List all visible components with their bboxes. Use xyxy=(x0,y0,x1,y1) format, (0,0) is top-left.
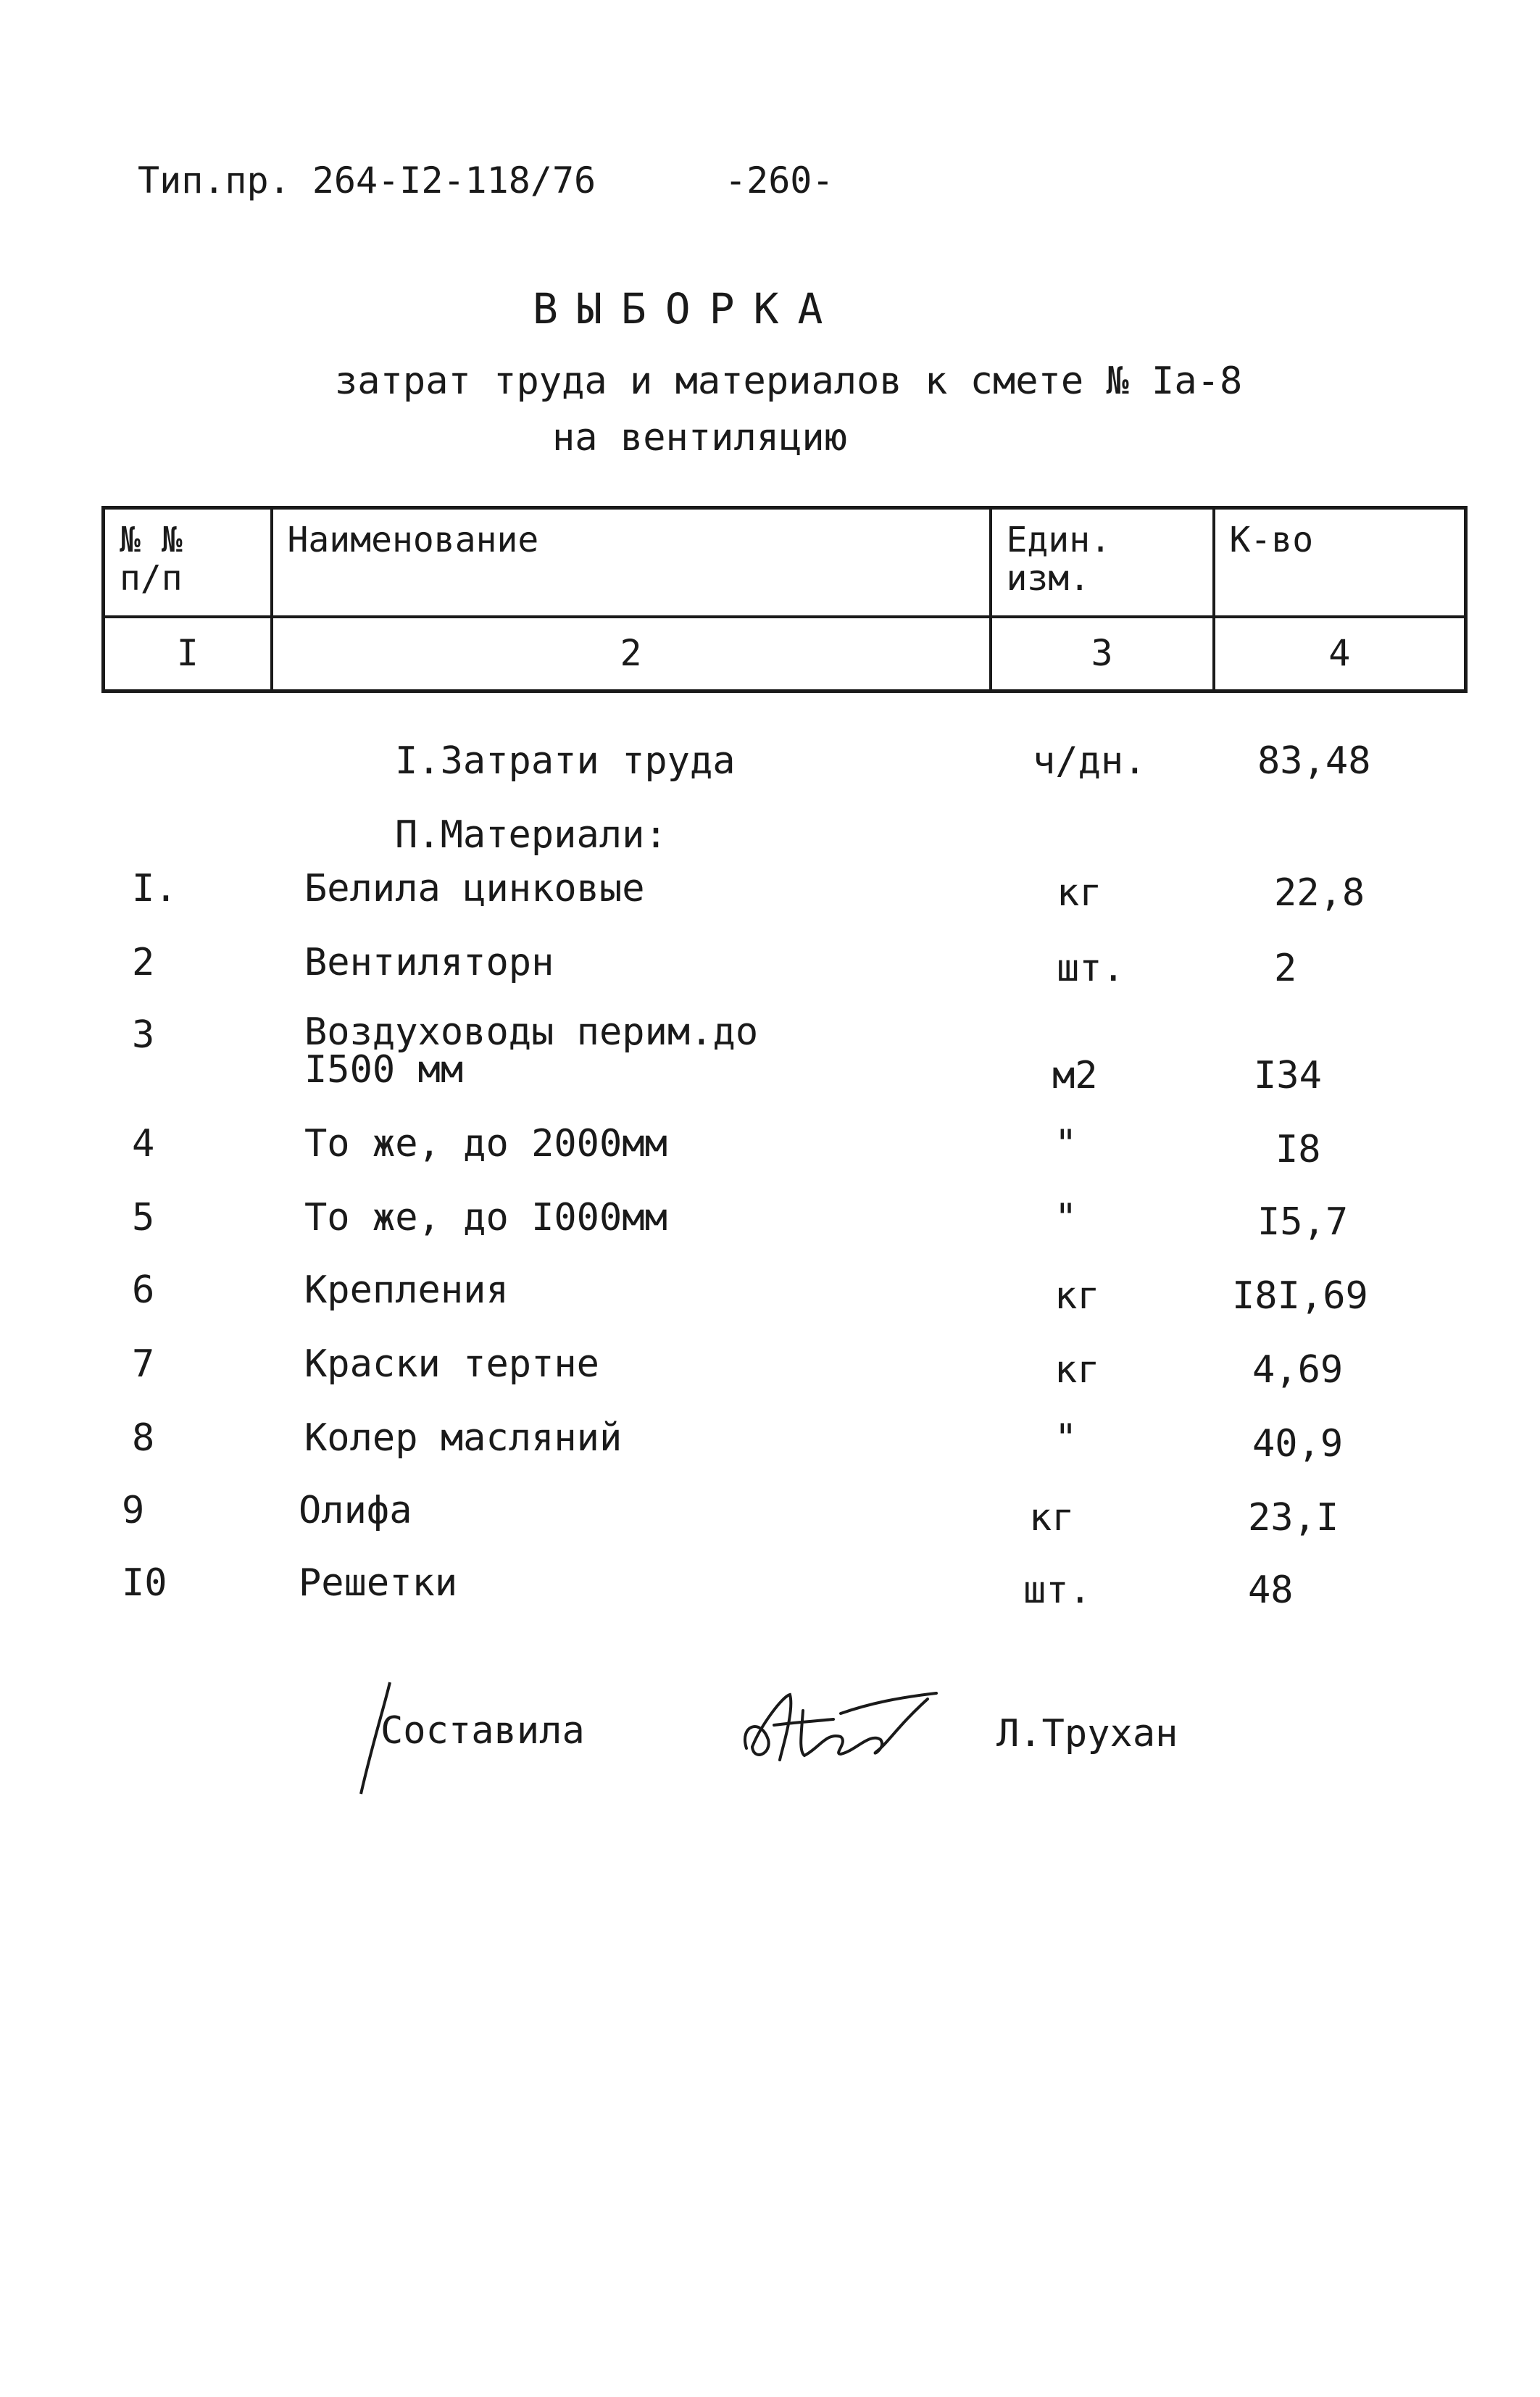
row-qty: I34 xyxy=(1254,1054,1322,1097)
labor-unit: ч/дн. xyxy=(1033,739,1146,783)
document-subtitle-line1: затрат труда и материалов к смете № Iа-8 xyxy=(335,360,1243,403)
labor-qty: 83,48 xyxy=(1257,739,1371,783)
col-header-qty xyxy=(1214,508,1466,617)
col-header-name xyxy=(272,508,991,617)
row-name: Воздуховоды перим.до I500 мм xyxy=(304,1010,759,1092)
row-qty: 48 xyxy=(1248,1569,1294,1612)
col-header-unit-text: Един. изм. xyxy=(1006,520,1111,599)
row-unit: м2 xyxy=(1052,1054,1098,1097)
row-unit: " xyxy=(1054,1122,1078,1166)
col-header-number xyxy=(104,508,272,617)
row-unit: " xyxy=(1054,1416,1078,1460)
col-header-name-text: Наименование xyxy=(287,520,539,560)
row-name: Решетки xyxy=(299,1561,458,1605)
compiled-by-label: Составила xyxy=(380,1709,585,1753)
row-qty: 2 xyxy=(1274,947,1297,990)
row-unit: кг xyxy=(1054,1274,1100,1318)
row-number: 8 xyxy=(132,1416,155,1460)
row-qty: 22,8 xyxy=(1274,871,1365,915)
row-unit: шт. xyxy=(1023,1569,1091,1612)
document-title: ВЫБОРКА xyxy=(533,284,842,333)
labor-section-label: I.Затрати труда xyxy=(395,739,736,783)
row-qty: 40,9 xyxy=(1252,1422,1344,1466)
row-number: 3 xyxy=(132,1013,155,1057)
row-name: Вентиляторн xyxy=(304,941,554,984)
col-index-3: 3 xyxy=(991,617,1214,691)
row-unit: шт. xyxy=(1057,947,1125,990)
row-name: Белила цинковые xyxy=(304,867,645,910)
row-unit: кг xyxy=(1057,871,1102,915)
row-number: I. xyxy=(132,867,178,910)
row-name: Олифа xyxy=(299,1489,412,1532)
col-header-unit xyxy=(991,508,1214,617)
row-qty: I8 xyxy=(1275,1128,1321,1171)
row-unit: кг xyxy=(1029,1496,1075,1540)
row-name: То же, до I000мм xyxy=(304,1196,667,1239)
row-qty: I5,7 xyxy=(1257,1200,1349,1244)
row-name: Крепления xyxy=(304,1268,509,1312)
row-number: 6 xyxy=(132,1268,155,1312)
col-index-1: I xyxy=(104,617,272,691)
col-header-number-text: № № п/п xyxy=(120,520,183,599)
row-unit: кг xyxy=(1054,1348,1100,1392)
materials-section-label: П.Материали: xyxy=(395,813,667,857)
doc-reference: Тип.пр. 264-I2-118/76 xyxy=(138,159,596,202)
row-number: 5 xyxy=(132,1196,155,1239)
row-name: Краски тертне xyxy=(304,1342,599,1386)
col-header-qty-text: К-во xyxy=(1229,520,1314,560)
row-unit: " xyxy=(1054,1196,1078,1239)
table-header xyxy=(101,506,1468,693)
col-index-4: 4 xyxy=(1214,617,1466,691)
col-index-2: 2 xyxy=(272,617,991,691)
compiler-name: Л.Трухан xyxy=(996,1712,1178,1756)
row-qty: 4,69 xyxy=(1252,1348,1344,1392)
page-number: -260- xyxy=(725,159,834,202)
row-number: 9 xyxy=(122,1489,145,1532)
row-number: 2 xyxy=(132,941,155,984)
row-qty: I8I,69 xyxy=(1232,1274,1368,1318)
row-number: 7 xyxy=(132,1342,155,1386)
row-number: I0 xyxy=(122,1561,167,1605)
row-name: То же, до 2000мм xyxy=(304,1122,667,1166)
row-number: 4 xyxy=(132,1122,155,1166)
row-name: Колер масляний xyxy=(304,1416,623,1460)
document-subtitle-line2: на вентиляцию xyxy=(552,416,847,460)
handwritten-signature xyxy=(732,1682,942,1783)
row-qty: 23,I xyxy=(1248,1496,1339,1540)
